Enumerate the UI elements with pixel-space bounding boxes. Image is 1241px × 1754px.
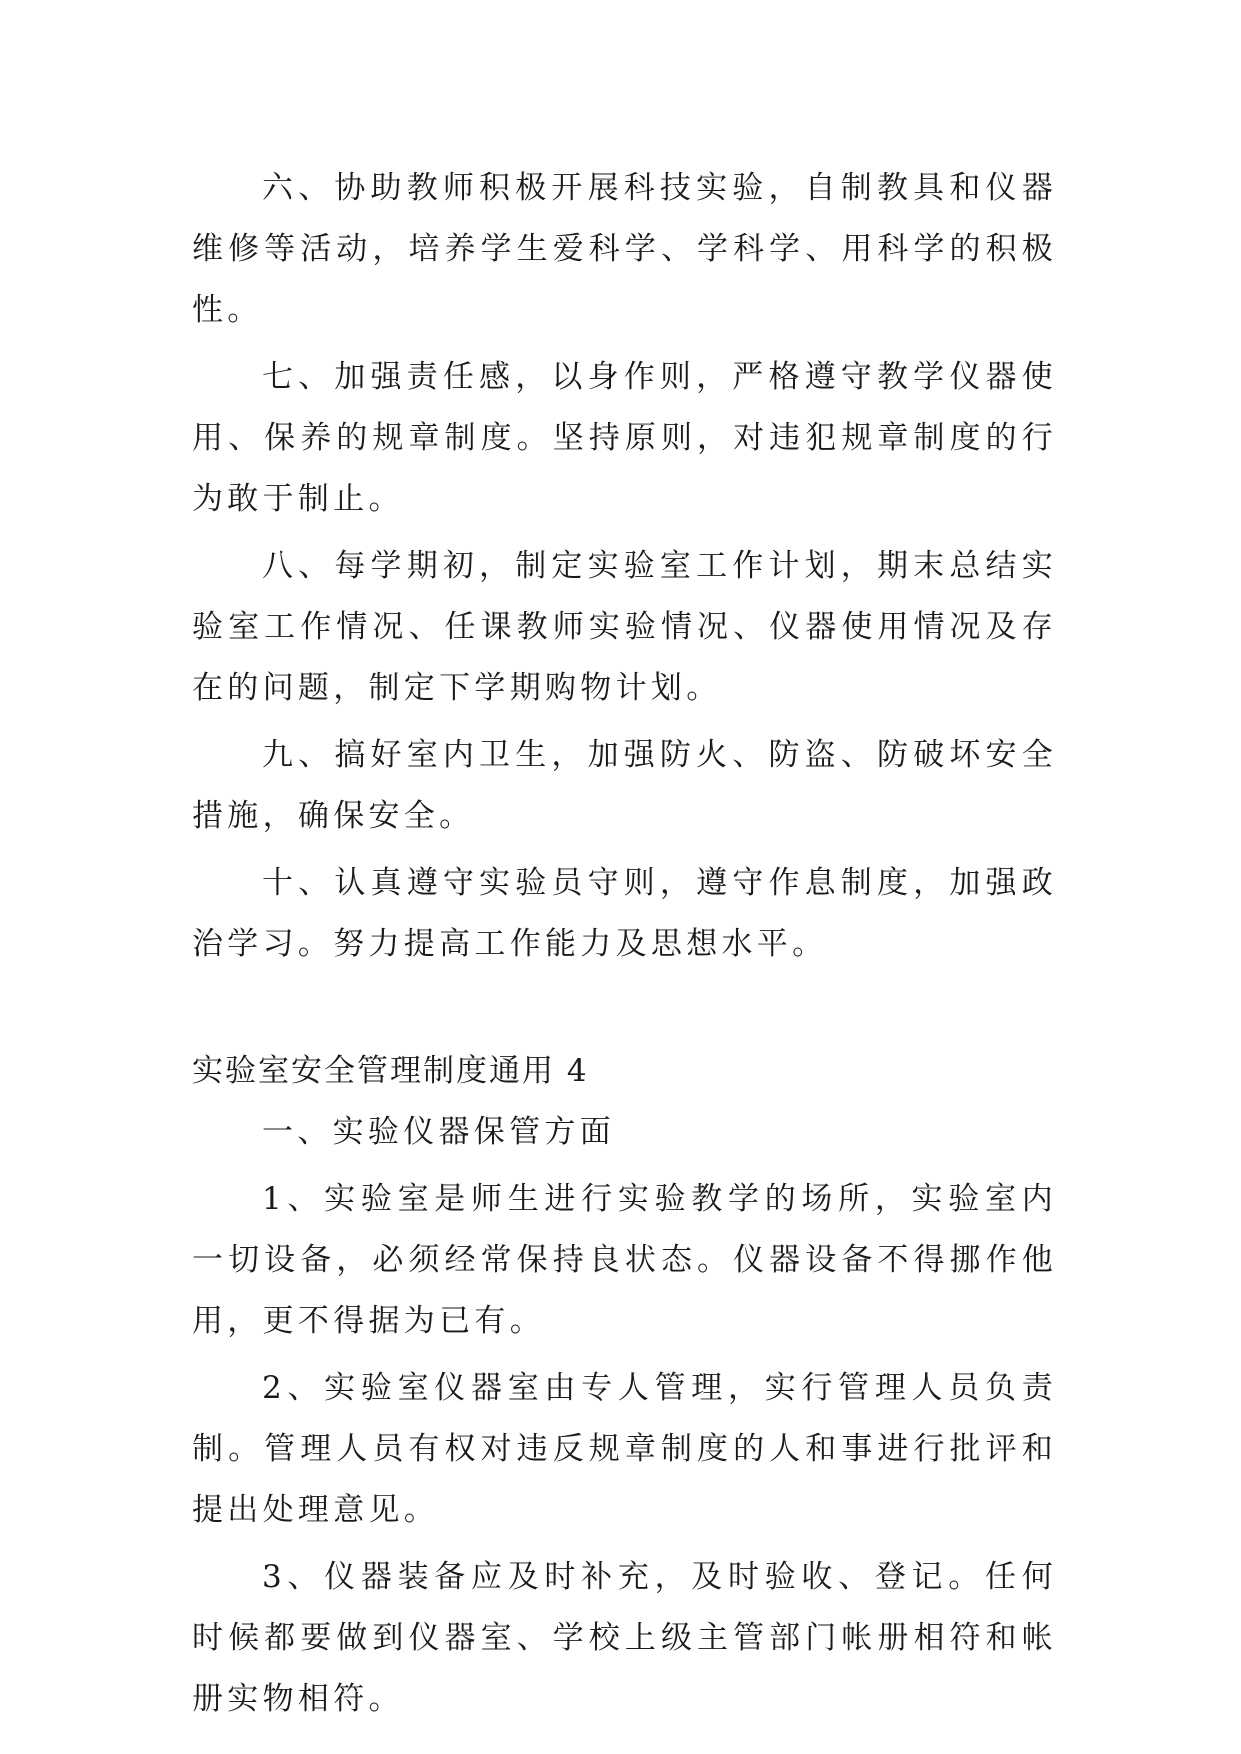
paragraph-item-8: 八、每学期初，制定实验室工作计划，期末总结实验室工作情况、任课教师实验情况、仪器使用情况及存在的问题，制定下学期购物计划。 xyxy=(192,548,1057,706)
paragraph-rule-2: 2、实验室仪器室由专人管理，实行管理人员负责制。管理人员有权对违反规章制度的人和事进行批评和提出处理意见。 xyxy=(192,1370,1057,1528)
section-title: 实验室安全管理制度通用 4 xyxy=(192,1053,589,1089)
paragraph-item-10: 十、认真遵守实验员守则，遵守作息制度，加强政治学习。努力提高工作能力及思想水平。 xyxy=(192,865,1057,962)
paragraph-rule-3: 3、仪器装备应及时补充，及时验收、登记。任何时候都要做到仪器室、学校上级主管部门帐册相符和帐册实物相符。 xyxy=(192,1559,1057,1717)
paragraph-item-7: 七、加强责任感，以身作则，严格遵守教学仪器使用、保养的规章制度。坚持原则，对违犯规章制度的行为敢于制止。 xyxy=(192,359,1057,517)
paragraph-item-9: 九、搞好室内卫生，加强防火、防盗、防破坏安全措施，确保安全。 xyxy=(192,737,1057,834)
paragraph-item-6: 六、协助教师积极开展科技实验，自制教具和仪器维修等活动，培养学生爱科学、学科学、用科学的积极性。 xyxy=(192,170,1057,328)
document-body xyxy=(192,158,1057,1736)
paragraph-rule-1: 1、实验室是师生进行实验教学的场所，实验室内一切设备，必须经常保持良状态。仪器设备不得挪作他用，更不得据为已有。 xyxy=(192,1181,1057,1339)
subsection-heading: 一、实验仪器保管方面 xyxy=(262,1114,615,1150)
